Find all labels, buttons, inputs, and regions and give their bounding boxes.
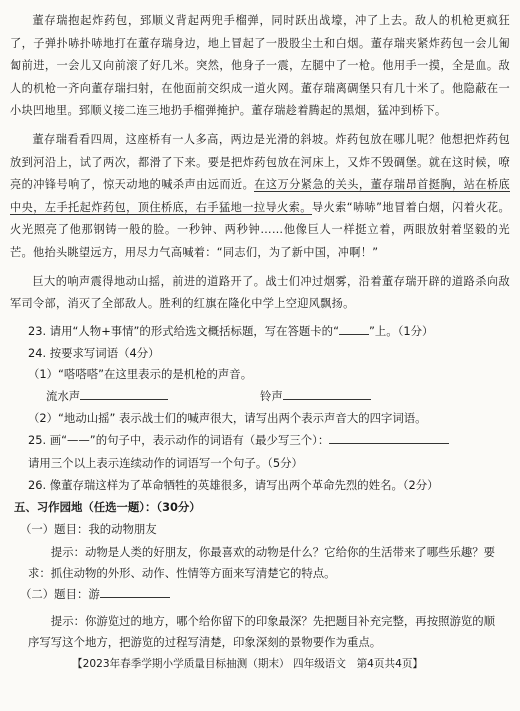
question-24: 24. 按要求写词语（4分）: [28, 346, 160, 360]
question-23-text: 23. 请用“人物+事情”的形式给选文概括标题，写在答题卡的“: [28, 324, 339, 338]
q24-word-b-row: [260, 388, 371, 404]
story-passage: [10, 10, 510, 316]
story-paragraph-1: 董存瑞抱起炸药包，郅顺义背起两兜手榴弹，同时跃出战壕，冲了上去。敌人的机枪更疯狂了，子弹扑哧扑哧地打在董存瑞身边，地上冒起了一股股尘土和白烟。董存瑞夹紧炸药包一会儿匍匐前进，一会儿又向前滚了好几米。突然，他身子一震，左腿中了一枪。他用手一摸，全是血。敌人的机枪一齐向董存瑞扫射，在他面前交织成一道火网。董存瑞离碉堡只有几十米了。他隐蔽在一小块凹地里。郅顺义接二连三地扔手榴弹掩护。董存瑞趁着腾起的黑烟，猛冲到桥下。: [10, 14, 510, 118]
q24-word-a-blank[interactable]: [80, 389, 168, 400]
composition-topic-2-tip: 提示：你游览过的地方，哪个给你留下的印象最深？先把题目补充完整，再按照游览的顺序写写这个地方，把游览的过程写清楚，印象深刻的景物要作为重点。: [28, 614, 496, 649]
q24-word-a-row: [46, 388, 168, 404]
question-25-line-1: [28, 432, 449, 448]
topic-2-fill-blank[interactable]: [100, 587, 170, 598]
question-24-2: （2）“地动山摇” 表示战士们的喊声很大，请写出两个表示声音大的四字词语。: [28, 411, 427, 425]
composition-topic-2: （二）题目：游: [20, 587, 100, 601]
underlined-sentence: 在这万分紧急的关头，董存瑞昂首挺胸，站在桥底中央，左手托起炸药包，顶住桥底，右手猛地一拉导火索。: [10, 178, 510, 214]
q23-title-blank[interactable]: [339, 324, 369, 335]
q24-word-b-label: 铃声: [260, 389, 283, 403]
composition-topic-1: （一）题目：我的动物朋友: [20, 522, 157, 536]
composition-section-title: 五、习作园地（任选一题）：（30分）: [14, 500, 201, 514]
page-footer: 【2023年春季学期小学质量目标抽测（期末） 四年级语文 第4页共4页】: [72, 658, 424, 670]
question-23: [28, 323, 433, 339]
q24-word-b-blank[interactable]: [283, 389, 371, 400]
composition-topic-2-row: [20, 586, 170, 602]
question-25-line-2: 请用三个以上表示连续动作的词语写一个句子。（5分）: [28, 456, 303, 470]
q25-answer-blank[interactable]: [329, 433, 449, 444]
q24-word-a-label: 流水声: [46, 389, 81, 403]
story-paragraph-2-before: 董存瑞看看四周，这座桥有一人多高，两边是光滑的斜坡。炸药包放在哪儿呢？他想把炸药包放到河沿上，试了两次，都滑了下来。要是把炸药包放在河床上，又炸不毁碉堡。就在这时候，嘹亮的冲锋号响了，惊天动地的喊杀声由远而近。: [10, 132, 510, 192]
question-24-1: （1）“嗒嗒嗒”在这里表示的是机枪的声音。: [28, 367, 253, 381]
story-paragraph-3: 巨大的响声震得地动山摇，前进的道路开了。战士们冲过烟雾，沿着董存瑞开辟的道路杀向敌军司令部，消灭了全部敌人。胜利的红旗在隆化中学上空迎风飘扬。: [10, 274, 510, 311]
question-26: 26. 像董存瑞这样为了革命牺牲的英雄很多，请写出两个革命先烈的姓名。（2分）: [28, 478, 439, 492]
question-23-tail: ”上。（1分）: [368, 324, 434, 338]
composition-topic-1-tip: 提示：动物是人类的好朋友，你最喜欢的动物是什么？它给你的生活带来了哪些乐趣？要求：抓住动物的外形、动作、性情等方面来写清楚它的特点。: [28, 545, 496, 580]
story-paragraph-2: [10, 129, 510, 265]
story-paragraph-2-after: 导火索“哧哧”地冒着白烟，闪着火花。火光照亮了他那钢铸一般的脸。一秒钟、两秒钟……他像巨人一样挺立着，两眼放射着坚毅的光芒。他抬头眺望远方，用尽力气高喊着：“同志们，为了新中国，冲啊！”: [10, 200, 510, 259]
question-25-text: 25. 画“——”的句子中，表示动作的词语有（最少写三个）：: [28, 433, 330, 447]
